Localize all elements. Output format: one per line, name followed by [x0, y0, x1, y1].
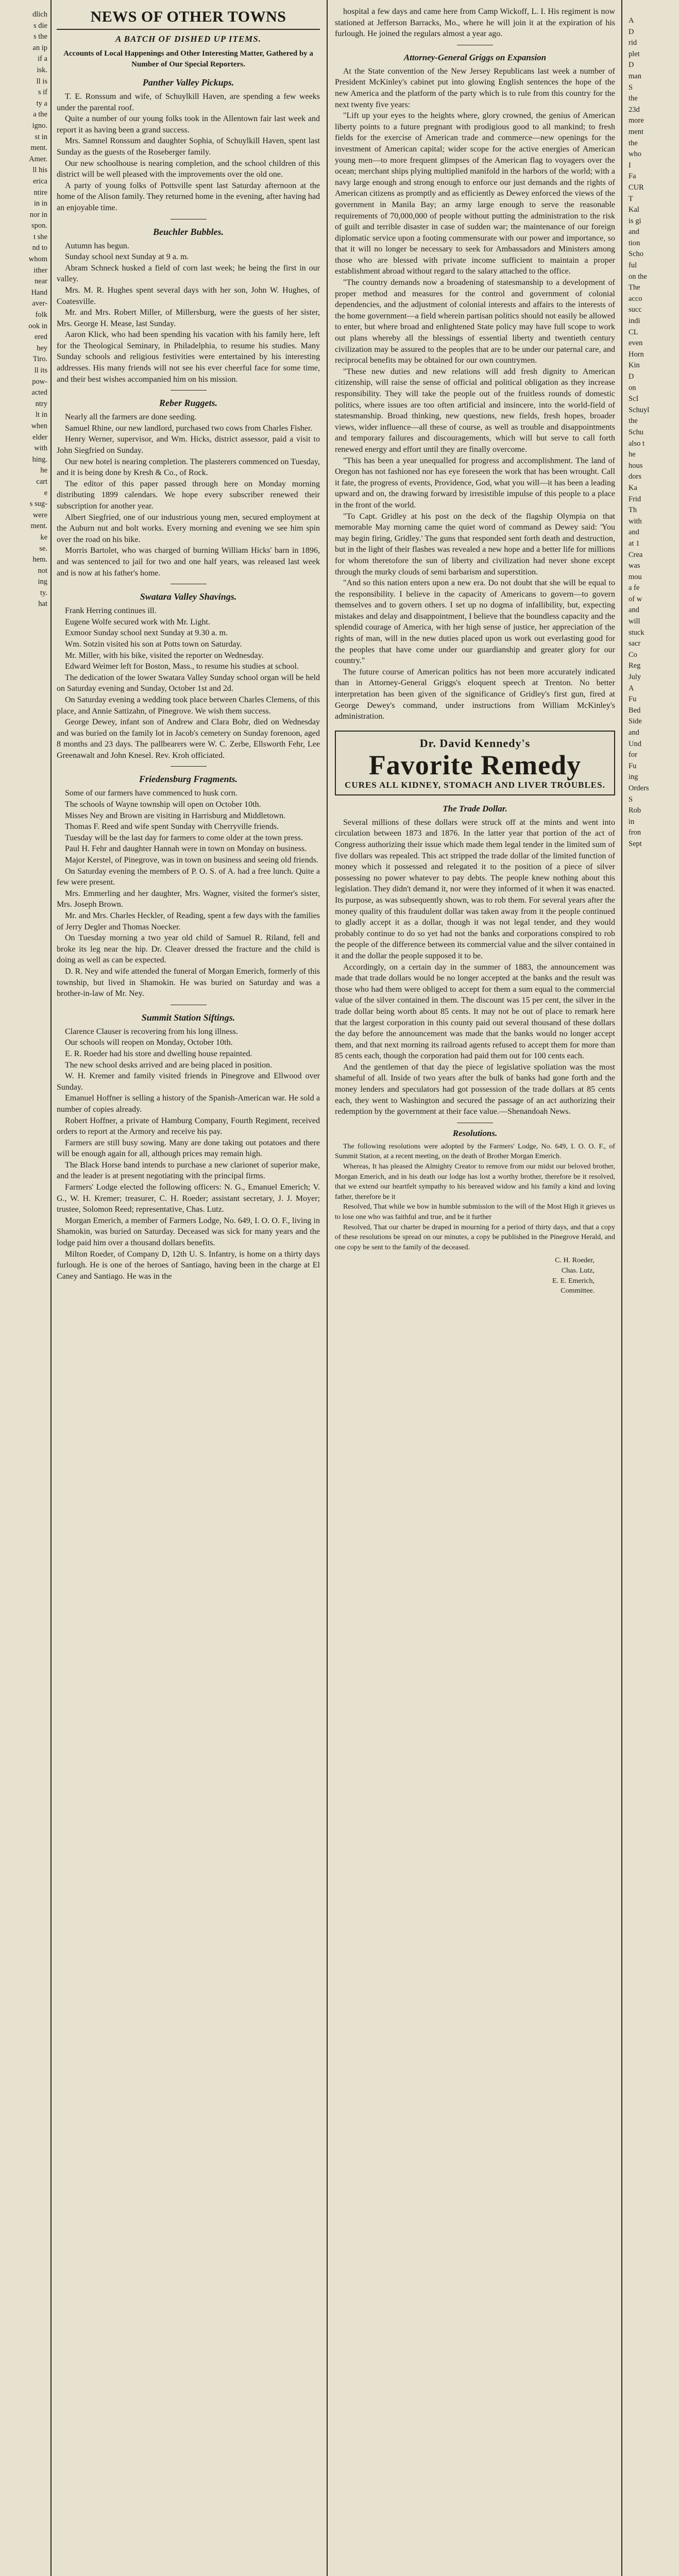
- right-fragment-line: and: [629, 728, 639, 737]
- left-fragment-line: in in: [33, 199, 47, 208]
- left-fragment-line: when: [31, 421, 47, 430]
- news-item: Mrs. Emmerling and her daughter, Mrs. Wagner, visited the former's sister, Mrs. Joseph Brown.: [57, 889, 320, 909]
- right-fragment-line: Scho: [629, 250, 643, 259]
- resolutions-article: [335, 1142, 615, 1253]
- news-sections: [57, 77, 320, 1282]
- news-item: Mrs. M. R. Hughes spent several days with her son, John W. Hughes, of Coatesville.: [57, 285, 320, 306]
- article-paragraph: At the State convention of the New Jersey Republicans last week a number of President McKinley's cabinet put into glowing English sentences the hope of the new America and the platform of the party which is to rule from this country for the next twenty five years:: [335, 66, 615, 109]
- left-fragment-line: ntire: [33, 188, 47, 197]
- news-item: Clarence Clauser is recovering from his long illness.: [65, 1027, 238, 1036]
- news-item: Some of our farmers have commenced to husk corn.: [65, 789, 237, 798]
- left-fragment-line: he: [40, 466, 47, 475]
- left-fragment-line: t she: [33, 232, 47, 241]
- news-item: Farmers are still busy sowing. Many are done taking out potatoes and there will be enough again for all, although prices may remain high.: [57, 1138, 320, 1159]
- news-item: Quite a number of our young folks took in the Allentown fair last week and report it as having been a grand success.: [57, 114, 320, 134]
- left-fragment-line: Hand: [31, 288, 47, 297]
- right-fragment-line: more: [629, 116, 644, 125]
- trade-dollar-headline: The Trade Dollar.: [443, 803, 507, 814]
- left-fragment-line: ll his: [32, 166, 47, 175]
- right-fragment-line: dors: [629, 472, 641, 481]
- left-fragment-line: ty.: [40, 588, 47, 597]
- left-fragment-line: acted: [31, 388, 47, 397]
- left-fragment-line: aver-: [32, 299, 47, 308]
- right-fragment-line: ful: [629, 261, 637, 270]
- right-fragment-line: the: [629, 139, 638, 147]
- news-item: Wm. Sotzin visited his son at Potts town on Saturday.: [65, 639, 242, 649]
- right-fragment-line: acco: [629, 294, 642, 303]
- news-item: Mr. and Mrs. Charles Heckler, of Reading, spent a few days with the families of Jerry Degler and Thomas Noecker.: [57, 911, 320, 931]
- left-fragment-line: hey: [37, 344, 47, 352]
- right-fragment-line: for: [629, 751, 637, 759]
- right-fragment-line: Fa: [629, 172, 636, 181]
- right-fragment-line: Fu: [629, 761, 637, 770]
- left-fragment-line: were: [32, 511, 47, 519]
- news-item: Our schools will reopen on Monday, October 10th.: [65, 1038, 233, 1047]
- news-item: Misses Ney and Brown are visiting in Harrisburg and Middletown.: [65, 811, 286, 820]
- news-item: Albert Siegfried, one of our industrious young men, secured employment at the Auburn nut and bolt works. Every morning and evening we see him spin over the road on his bike.: [57, 513, 320, 544]
- column-rule: [50, 0, 52, 2576]
- news-item: Autumn has begun.: [65, 241, 129, 250]
- right-fragment-line: on: [629, 383, 636, 392]
- committee-member: Chas. Lutz,: [561, 1266, 595, 1275]
- left-fragment-line: with: [34, 444, 47, 453]
- right-fragment-line: Bed: [629, 706, 641, 715]
- right-fragment-line: The: [629, 283, 640, 292]
- right-fragment-line: CL: [629, 328, 638, 336]
- news-item: Exmoor Sunday school next Sunday at 9.30 a. m.: [65, 629, 228, 638]
- left-fragment-line: whom: [28, 255, 47, 264]
- right-fragment-line: D: [629, 61, 634, 70]
- section-heading: Swatara Valley Shavings.: [140, 591, 237, 602]
- divider: [171, 390, 207, 391]
- news-item: Mr. Miller, with his bike, visited the reporter on Wednesday.: [65, 651, 264, 660]
- right-fragment-line: the: [629, 94, 638, 103]
- ad-doctor-name: Dr. David Kennedy's: [419, 736, 531, 750]
- right-fragment-line: Sept: [629, 839, 642, 848]
- news-item: Morris Bartolet, who was charged of burning William Hicks' barn in 1896, and was sentenced to jail for two and one half years, was released last week and is now at his father's home.: [57, 546, 320, 578]
- griggs-article: [335, 66, 615, 722]
- news-item: The editor of this paper passed through here on Monday morning distributing 1899 calendars. We hope every subscriber renewed their subscription for another year.: [57, 479, 320, 511]
- left-fragment-line: ty a: [36, 99, 47, 108]
- right-fragment-line: was: [629, 562, 640, 570]
- left-fragment-line: e: [44, 488, 47, 497]
- left-fragment-line: not: [38, 566, 47, 575]
- committee-member: C. H. Roeder,: [555, 1257, 595, 1265]
- left-fragment-line: erica: [32, 177, 47, 185]
- right-fragment-line: 23d: [629, 105, 640, 114]
- article-paragraph: "This has been a year unequalled for progress and accomplishment. The land of Oregon has not fashioned nor has eye foreseen the work that has been wrought. Call it fate, the progress of events, Providence, God, what you will—it has been a leading upward and on, the drawing forward by irresistible impulse of this people to a place in the front of the world.: [335, 456, 615, 510]
- right-fragment-line: stuck: [629, 628, 644, 637]
- news-item: W. H. Kremer and family visited friends in Pinegrove and Ellwood over Sunday.: [57, 1072, 320, 1092]
- left-fragment-line: hat: [38, 600, 47, 608]
- right-fragment-line: Orders: [629, 784, 649, 792]
- right-fragment-line: Kal: [629, 206, 639, 214]
- news-item: Thomas F. Reed and wife spent Sunday with Cherryville friends.: [65, 822, 279, 832]
- news-item: Tuesday will be the last day for farmers to come older at the town press.: [65, 833, 303, 842]
- left-fragment-line: s die: [33, 21, 47, 30]
- left-fragment-line: hing.: [32, 455, 47, 464]
- right-fragment-line: D: [629, 27, 634, 36]
- right-fragment-line: I: [629, 161, 631, 170]
- committee-signatures: [335, 1256, 595, 1296]
- news-item: The new school desks arrived and are being placed in position.: [65, 1060, 273, 1070]
- left-fragment-line: spon.: [31, 222, 47, 230]
- news-item: Our new hotel is nearing completion. The plasterers commenced on Tuesday, and it is being done by Kresh & Co., of Rock.: [57, 457, 320, 478]
- right-fragment-line: A: [629, 16, 634, 25]
- right-fragment-line: on the: [629, 272, 647, 281]
- news-item: Nearly all the farmers are done seeding.: [65, 413, 197, 422]
- news-item: Milton Roeder, of Company D, 12th U. S. Infantry, is home on a thirty days furlough. He is one of the heroes of Santiago, having been in the charge at El Caney and Santiago. He was in the: [57, 1249, 320, 1281]
- right-fragment-line: July: [629, 673, 641, 682]
- right-fragment-line: fron: [629, 828, 641, 837]
- right-fragment-line: and: [629, 606, 639, 615]
- right-fragment-line: man: [629, 72, 641, 80]
- news-item: T. E. Ronssum and wife, of Schuylkill Haven, are spending a few weeks under the parental roof.: [57, 92, 320, 112]
- right-fragment-line: mou: [629, 572, 642, 581]
- right-fragment-line: hous: [629, 461, 643, 470]
- right-fragment-line: Crea: [629, 550, 643, 559]
- news-item: On Saturday evening the members of P. O. S. of A. had a free lunch. Quite a few were present.: [57, 867, 320, 887]
- column-news-of-other-towns: [53, 0, 323, 2576]
- news-item: D. R. Ney and wife attended the funeral of Morgan Emerich, formerly of this township, but lived in Shamokin. He was buried on Saturday and was a brother-in-law of Mr. Ney.: [57, 967, 320, 998]
- news-item: On Saturday evening a wedding took place between Charles Clemens, of this place, and Annie Sattizahn, of Pinegrove. We wish them success.: [57, 695, 320, 716]
- right-fragment-line: Kin: [629, 361, 640, 370]
- right-fragment-line: who: [629, 150, 641, 159]
- left-fragment-line: dlich: [32, 10, 47, 19]
- lead-paragraphs: [335, 6, 615, 40]
- left-fragment-line: nor in: [29, 210, 47, 219]
- right-fragment-line: even: [629, 339, 643, 348]
- left-fragment-line: igno.: [32, 121, 47, 130]
- right-fragment-line: Schu: [629, 428, 643, 436]
- news-item: A party of young folks of Pottsville spent last Saturday afternoon at the home of the Alison family. They returned home in the evening, after having had an enjoyable time.: [57, 181, 320, 212]
- right-fragment-line: S: [629, 83, 633, 92]
- article-paragraph: Several millions of these dollars were struck off at the mints and went into circulation between 1873 and 1876. In the latter year that portion of the act of Congress authorizing their issue which made them legal tender in the limited sum of five dollars was repealed. This act stripped the trade dollar of the limited function of money which it possessed and relegated it to the position of a piece of silver possessing no power whatever to pay debts. The people knew nothing about this legislation. They didn't demand it, nor were they informed of it when it was enacted. Its purpose, as was subsequently shown, was to rob them. For several years after the money quality of this fraudulent dollar was taken away from it the people continued to gladly accept it as a dollar, though it was not legal tender, and they would probably continue to do so yet had not the banks and corporations conspired to rob the people of the difference between its commercial value and the silver contained in it and the dollar the people supposed it to be.: [335, 818, 615, 960]
- right-fragment-line: S: [629, 795, 633, 804]
- news-item: The dedication of the lower Swatara Valley Sunday school organ will be held on Saturday evening and Sunday, October 1st and 2d.: [57, 673, 320, 693]
- left-fragment-line: ered: [35, 333, 47, 342]
- news-item: The Black Horse band intends to purchase a new clarionet of superior make, and the leader is at present negotiating with the principal firms.: [57, 1160, 320, 1181]
- left-fragment-line: near: [35, 277, 47, 286]
- lead-paragraph: hospital a few days and came here from Camp Wickoff, L. I. His regiment is now stationed at Jefferson Barracks, Mo., where he will join it at the expiration of his furlough. He joined the regulars almost a year ago.: [335, 7, 615, 39]
- left-fragment-line: ither: [33, 266, 47, 275]
- right-fragment-line: A: [629, 684, 634, 692]
- article-paragraph: "These new duties and new relations will add fresh dignity to American citizenship, will raise the sense of official and political obligation as they increase responsibility. They will take the people out of the fruitless rounds of domestic politics, where issues are too often artificial and insincere, into the world-field of statesmanship. Broad thinking, new questions, new fields, fresh hopes, broader views, wider influence—all these of course, as well as trouble and disappointments and temporary failures and discouragements, which will but serve to call forth renewed energy and effort until they are finally overcome.: [335, 367, 615, 454]
- resolution-paragraph: Resolved, That our charter be draped in mourning for a period of thirty days, and that a copy of these resolutions be spread on our minutes, a copy be published in the Pinegrove Herald, and one copy be sent to the family of the deceased.: [335, 1223, 615, 1251]
- left-fragment-line: ment.: [30, 522, 47, 531]
- news-item: Frank Herring continues ill.: [65, 606, 157, 616]
- news-item: On Tuesday morning a two year old child of Samuel R. Riland, fell and broke its leg near the hip. Dr. Cleaver dressed the fracture and the child is doing as well as can be expected.: [57, 934, 320, 965]
- column-editorial: [331, 0, 619, 2576]
- news-item: E. R. Roeder had his store and dwelling house repainted.: [65, 1049, 252, 1058]
- right-fragment-line: succ: [629, 306, 642, 314]
- right-fragment-line: at 1: [629, 539, 640, 548]
- news-item: Mrs. Samnel Ronssum and daughter Sophia, of Schuylkill Haven, spent last Sunday as the guests of the Roseberger family.: [57, 137, 320, 157]
- news-item: Edward Weimer left for Boston, Mass., to resume his studies at school.: [65, 662, 299, 671]
- right-fragment-line: Reg: [629, 662, 641, 670]
- right-fragment-line: Horn: [629, 350, 644, 359]
- right-fragment-line: indi: [629, 317, 640, 326]
- right-fragment-line: the: [629, 417, 638, 426]
- section-heading: Reber Ruggets.: [159, 398, 217, 409]
- right-fragment-line: a fe: [629, 584, 640, 592]
- right-fragment-line: Und: [629, 739, 641, 748]
- left-fragment-line: lt in: [36, 411, 47, 419]
- right-fragment-line: of w: [629, 595, 642, 603]
- left-fragment-line: an ip: [32, 43, 47, 52]
- right-fragment-line: Schuyl: [629, 405, 650, 414]
- right-fragment-line: Side: [629, 717, 642, 726]
- left-fragment-line: ll its: [34, 366, 47, 375]
- right-fragment-line: and: [629, 528, 639, 537]
- news-item: Abram Schneck husked a field of corn last week; he being the first in our valley.: [57, 263, 320, 284]
- news-item: Robert Hoffner, a private of Hamburg Company, Fourth Regiment, received orders to report at the Armory and receive his pay.: [57, 1116, 320, 1137]
- resolution-paragraph: Resolved, That while we bow in humble submission to the will of the Most High it grieves us to lose one who was faithful and true, and be it further: [335, 1203, 615, 1221]
- right-fragment-line: sacr: [629, 639, 641, 648]
- column-rule: [621, 0, 622, 2576]
- news-item: Mr. and Mrs. Robert Miller, of Millersburg, were the guests of her sister, Mrs. George H. Mease, last Sunday.: [57, 308, 320, 328]
- left-fragment-line: hem.: [32, 555, 47, 564]
- left-fragment-line: elder: [32, 433, 47, 442]
- deck-headline: A BATCH OF DISHED UP ITEMS.: [115, 34, 262, 44]
- trade-dollar-article: [335, 817, 615, 1117]
- committee-member: E. E. Emerich,: [552, 1277, 595, 1285]
- left-fragment-line: st in: [35, 132, 47, 141]
- left-fragment-line: ment.: [30, 144, 47, 152]
- left-column-fragment: [0, 0, 49, 2576]
- left-fragment-line: ke: [40, 533, 47, 541]
- resolutions-headline: Resolutions.: [452, 1128, 498, 1138]
- ad-product-name: Favorite Remedy: [368, 749, 582, 781]
- right-fragment-line: T: [629, 194, 633, 203]
- right-fragment-line: ment: [629, 127, 643, 136]
- left-fragment-line: Tiro.: [32, 355, 47, 364]
- right-fragment-line: plet: [629, 49, 640, 58]
- news-item: Aaron Klick, who had been spending his vacation with his family here, left for the Theological Seminary, in Philadelphia, to resume his studies. Many Sunday schools and religious festivities were entertained by his interesting addresses. His many friends will not see his ever cheerful face for some time, and their best wishes accompanied him on his mission.: [57, 330, 320, 384]
- section-heading: Beuchler Bubbles.: [152, 226, 224, 237]
- right-fragment-line: Rob: [629, 806, 641, 815]
- left-fragment-line: Amer.: [29, 155, 47, 163]
- right-column-fragment: [624, 0, 679, 2576]
- right-fragment-line: ing: [629, 773, 638, 782]
- right-fragment-line: he: [629, 450, 636, 459]
- news-item: Samuel Rhine, our new landlord, purchased two cows from Charles Fisher.: [65, 423, 313, 433]
- left-fragment-line: if a: [38, 55, 47, 63]
- divider: [171, 766, 207, 767]
- right-fragment-line: in: [629, 817, 635, 826]
- left-fragment-line: ntry: [35, 399, 47, 408]
- section-heading: Summit Station Siftings.: [141, 1012, 235, 1023]
- news-item: Eugene Wolfe secured work with Mr. Light.: [65, 617, 210, 626]
- article-paragraph: "Lift up your eyes to the heights where, glory crowned, the genius of American liberty points to a future pregnant with prodigious good to all mankind; to fresh fields for the exercise of American trade and commerce—new openings for the investment of American capital; wider scope for the active energies of American young men—to more frequent glimpses of the American flag to voyagers over the ocean; merchant ships plying multiplied manifold in the harbors of the world; with a navy large enough and strong enough to enforce our just demands and the rights of American citizens as promptly and as efficiently as Dewey enforced the views of the government in Manila Bay; an army large enough to serve the reasonable requirements of 70,000,000 of people without putting the administration to the risk of guilt and terrible disaster in case of sudden war; the maintenance of our foreign diplomatic service upon a footing commensurate with our power and importance, so that it will no longer be necessary to seek for Ambassadors and Ministers among those who are blessed with private income sufficient to maintain a proper establishment abroad without regard to the salary attached to the office.: [335, 111, 615, 276]
- news-item: Morgan Emerich, a member of Farmers Lodge, No. 649, I. O. O. F., living in Shamokin, was buried on Saturday. Deceased was sick for many years and the lodge paid him over a thousand dollars benefits.: [57, 1216, 320, 1248]
- right-fragment-line: Co: [629, 650, 637, 659]
- right-fragment-line: CUR: [629, 183, 644, 192]
- news-item: Farmers' Lodge elected the following officers: N. G., Emanuel Emerich; V. G., W. H. Kremer; treasurer, C. H. Roeder; assistant secretary, J. J. Moyer; trustee, Solomon Reed; representative, Chas. Lutz.: [57, 1183, 320, 1214]
- left-fragment-line: pow-: [32, 377, 47, 386]
- left-fragment-line: nd to: [32, 244, 47, 252]
- committee-member: Committee.: [561, 1287, 595, 1295]
- deck-subheadline: Accounts of Local Happenings and Other Interesting Matter, Gathered by a Number of Our Special Reporters.: [63, 49, 313, 69]
- article-paragraph: And the gentlemen of that day the piece of legislative spoliation was the most shameful of all. Inside of two years after the bulk of banks had gone forth and the money lenders and speculators had got possession of the trade dollars at 85 cents each, they went to Washington and secured the passage of an act authorizing their redemption by the government at their face value.—Shenandoah News.: [335, 1062, 615, 1116]
- right-fragment-line: also t: [629, 439, 645, 448]
- right-fragment-line: will: [629, 617, 640, 626]
- griggs-headline: Attorney-General Griggs on Expansion: [403, 52, 547, 62]
- left-fragment-line: isk.: [37, 65, 47, 74]
- right-fragment-line: is gi: [629, 216, 641, 225]
- right-fragment-line: Ka: [629, 483, 637, 492]
- news-item: Paul H. Fehr and daughter Hannah were in town on Monday on business.: [65, 844, 307, 854]
- column-rule: [327, 0, 328, 2576]
- section-heading: Panther Valley Pickups.: [142, 77, 234, 88]
- left-fragment-line: folk: [35, 311, 47, 319]
- right-fragment-line: and: [629, 228, 639, 236]
- right-fragment-line: Th: [629, 506, 637, 515]
- resolution-paragraph: Whereas, It has pleased the Almighty Creator to remove from our midst our beloved brother, Morgan Emerich, and in his death our lodge has lost a worthy brother, therefore be it resolved, that we extend our heartfelt sympathy to his bereaved widow and his family a kind and loving father, therefore be it: [335, 1163, 615, 1201]
- article-paragraph: The future course of American politics has not been more accurately indicated than in Attorney-General Griggs's eloquent speech at Trenton. No better interpretation has been given of the significance of Gridley's first gun, fired at George Dewey's command, under instructions from William McKinley's administration.: [335, 667, 615, 721]
- resolution-paragraph: The following resolutions were adopted by the Farmers' Lodge, No. 649, I. O. O. F., of Summit Station, at a recent meeting, on the death of Brother Morgan Emerich.: [335, 1142, 615, 1161]
- right-fragment-line: Fu: [629, 695, 637, 704]
- left-fragment-line: ll is: [36, 77, 47, 86]
- masthead: NEWS OF OTHER TOWNS: [57, 8, 320, 30]
- section-heading: Friedensburg Fragments.: [139, 774, 238, 785]
- left-fragment-line: cart: [36, 477, 47, 486]
- right-fragment-line: tion: [629, 239, 640, 247]
- news-item: The schools of Wayne township will open on October 10th.: [65, 800, 261, 809]
- right-fragment-line: D: [629, 372, 634, 381]
- right-fragment-line: with: [629, 517, 642, 526]
- left-fragment-line: ook in: [28, 321, 47, 330]
- left-fragment-line: s sug-: [29, 500, 47, 509]
- news-item: Our new schoolhouse is nearing completion, and the school children of this district will be well pleased with the improvements over the old one.: [57, 159, 320, 179]
- article-paragraph: "To Capt. Gridley at his post on the deck of the flagship Olympia on that memorable May morning came the quiet word of command as Dewey said: 'You may begin firing, Gridley.' The guns that responded sent forth death and destruction, but in the light of their flashes was revealed a new hope and a better life for millions for whom theretofore the sun of liberty and civilization had never shone except through the murky clouds of semi barbarism and superstition.: [335, 512, 615, 577]
- news-item: Sunday school next Sunday at 9 a. m.: [65, 252, 189, 262]
- right-fragment-line: rid: [629, 39, 637, 47]
- right-fragment-line: Frid: [629, 495, 641, 503]
- article-paragraph: Accordingly, on a certain day in the summer of 1883, the announcement was made that trade dollars would be no longer accepted at the banks and the result was those who had them were obliged to accept for them a sum equal to the commercial value of the silver contained in them. The discount was 15 per cent, the silver in the trade dollar being worth about 85 cents. It may not be out of place to remark here that the largest corporation in this county paid out several thousand of these dollars the day before the announcement was made that the banks would no longer accept them, and that next morning its railroad agents refused to accept them for more than 85 cents each, though the corporation had paid them out for 100 cents each.: [335, 962, 615, 1061]
- article-paragraph: "The country demands now a broadening of statesmanship to a development of proper method and measures for the control and government of colonial dependencies, and the adjustment of colonial interests and affairs to the interests of the home government—a field wherein partisan politics should not easily be allowed to enter, but where broad and enlightened State policy may have full scope to work out plans whereby all the blessings of essential liberty and twentieth century civilization may be assured to the peoples that are to be under our paternal care, and reciprocal benefits may be obtained for our own countrymen.: [335, 278, 615, 365]
- left-fragment-line: a the: [33, 110, 47, 119]
- news-item: Henry Werner, supervisor, and Wm. Hicks, district assessor, paid a visit to John Siegfried on Sunday.: [57, 435, 320, 455]
- news-item: Emanuel Hoffner is selling a history of the Spanish-American war. He sold a number of copies already.: [57, 1094, 320, 1114]
- article-paragraph: "And so this nation enters upon a new era. Do not doubt that she will be equal to the responsibility. I believe in the capacity of Americans to govern—to govern themselves and to govern others. I set up no dogma of infallibility, but, expecting mistakes and delay and disappointment, I believe that the boundless capacity and the splendid courage of America, with her high sense of justice, her appreciation of the rights of man, will in the new duties placed upon us work out everlasting good for the peoples that have come under our guardianship and greater glory for our country.": [335, 579, 615, 666]
- right-fragment-line: ScI: [629, 395, 639, 403]
- favorite-remedy-advertisement: [335, 731, 615, 795]
- news-item: Major Kerstel, of Pinegrove, was in town on business and seeing old friends.: [65, 856, 318, 865]
- left-fragment-line: s the: [33, 32, 47, 41]
- left-fragment-line: ing: [38, 578, 47, 586]
- news-item: George Dewey, infant son of Andrew and Clara Bohr, died on Wednesday and was buried on the family lot in Jacob's cemetery on Sunday forenoon, aged 8 months and 23 days. The pallbearers were W. C. Zerbe, Ellsworth Fehr, Lee Greenawalt and John Knesel. Rev. Kroh officiated.: [57, 718, 320, 760]
- left-fragment-line: se.: [39, 544, 47, 553]
- ad-tagline: CURES ALL KIDNEY, STOMACH AND LIVER TROUBLES.: [345, 779, 605, 790]
- left-fragment-line: s if: [38, 88, 47, 97]
